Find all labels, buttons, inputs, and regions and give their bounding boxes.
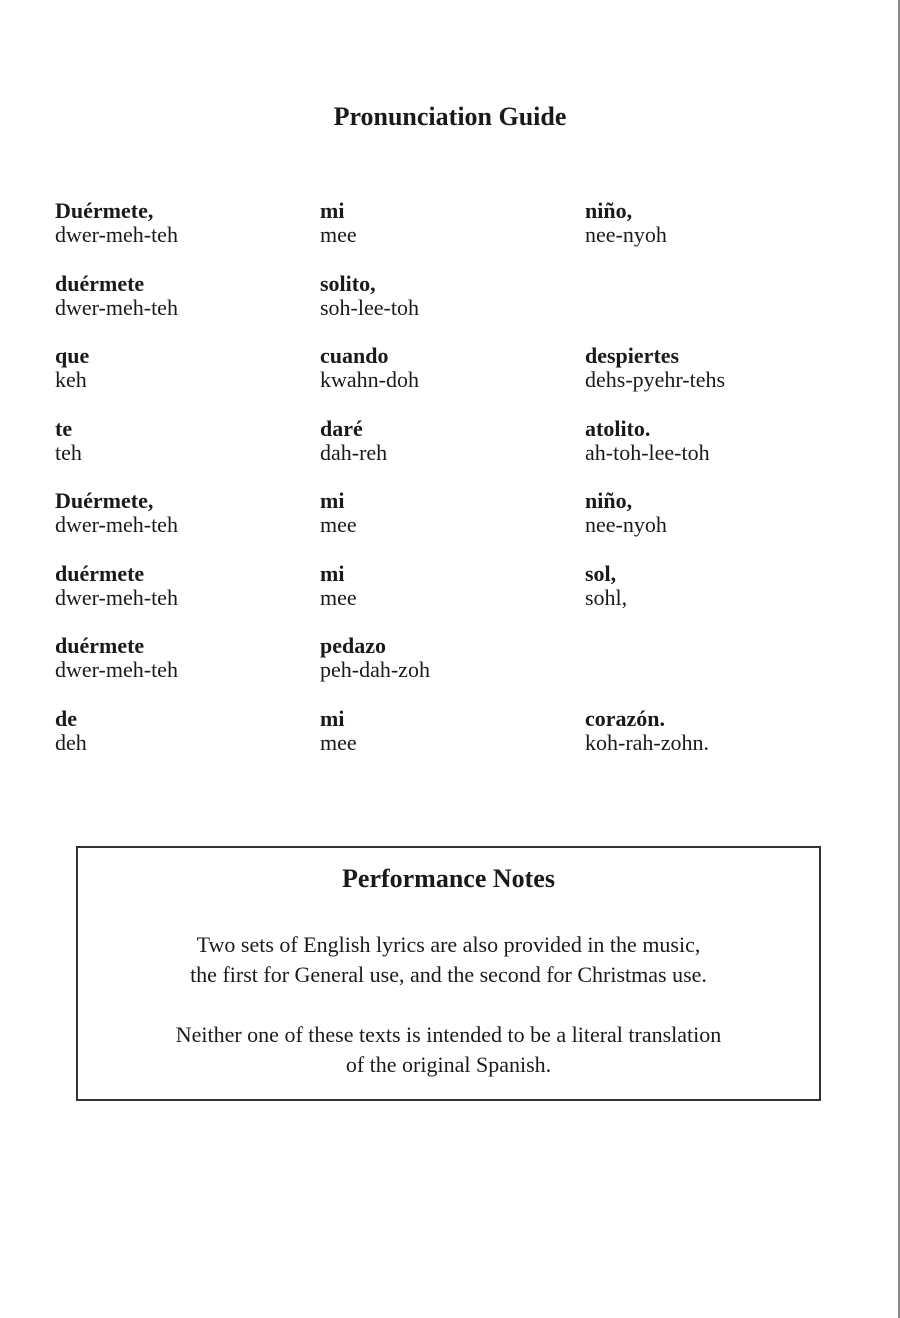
guide-cell xyxy=(55,198,320,271)
pronunciation: dwer-meh-teh xyxy=(55,584,178,610)
guide-cell xyxy=(585,488,850,561)
pronunciation xyxy=(585,658,850,682)
spanish-word: niño, xyxy=(585,488,633,513)
pronunciation: dwer-meh-teh xyxy=(55,657,178,682)
spanish-word: cuando xyxy=(320,343,389,368)
guide-cell xyxy=(585,343,850,416)
guide-row xyxy=(55,488,875,561)
guide-cell xyxy=(585,198,850,271)
guide-row xyxy=(55,416,875,489)
guide-cell xyxy=(55,488,320,561)
guide-cell xyxy=(585,561,850,634)
guide-cell xyxy=(320,561,585,634)
guide-row xyxy=(55,561,875,634)
guide-cell xyxy=(55,416,320,489)
notes-line: of the original Spanish. xyxy=(345,1052,552,1077)
pronunciation: keh xyxy=(55,367,87,392)
spanish-word: niño, xyxy=(585,198,633,223)
spanish-word: sol, xyxy=(585,560,617,586)
guide-cell xyxy=(55,271,320,344)
pronunciation: nee-nyoh xyxy=(585,222,667,247)
guide-row xyxy=(55,198,875,271)
pronunciation: peh-dah-zoh xyxy=(320,657,430,682)
spanish-word: atolito. xyxy=(585,415,651,441)
spanish-word: Duérmete, xyxy=(55,198,154,223)
notes-line: the first for General use, and the second for Christmas use. xyxy=(190,962,707,987)
guide-row xyxy=(55,271,875,344)
spanish-word: que xyxy=(55,343,90,368)
spanish-word xyxy=(585,271,850,296)
notes-line: Two sets of English lyrics are also provided in the music, xyxy=(196,932,701,957)
guide-cell xyxy=(55,561,320,634)
performance-notes-box xyxy=(76,846,821,1101)
spanish-word: mi xyxy=(320,705,345,731)
pronunciation xyxy=(585,296,850,320)
pronunciation: teh xyxy=(55,439,82,465)
pronunciation: mee xyxy=(320,222,357,247)
pronunciation: soh-lee-toh xyxy=(320,294,419,320)
guide-cell xyxy=(320,416,585,489)
guide-cell xyxy=(585,633,850,706)
guide-cell xyxy=(320,488,585,561)
spanish-word: mi xyxy=(320,488,345,513)
notes-line: Neither one of these texts is intended to be a literal translation xyxy=(175,1022,722,1047)
pronunciation: sohl, xyxy=(585,584,628,610)
guide-cell xyxy=(55,706,320,779)
guide-row xyxy=(55,706,875,779)
spanish-word: solito, xyxy=(320,270,376,296)
spanish-word: duérmete xyxy=(55,560,145,586)
pronunciation: koh-rah-zohn. xyxy=(585,729,710,755)
pronunciation: deh xyxy=(55,729,87,755)
pronunciation: dwer-meh-teh xyxy=(55,512,178,537)
guide-cell xyxy=(320,343,585,416)
spanish-word: duérmete xyxy=(55,633,145,658)
spanish-word: mi xyxy=(320,560,345,586)
guide-cell xyxy=(585,416,850,489)
spanish-word: pedazo xyxy=(320,633,386,658)
guide-cell xyxy=(320,633,585,706)
spanish-word: de xyxy=(55,705,77,731)
pronunciation: dwer-meh-teh xyxy=(55,222,178,247)
pronunciation: mee xyxy=(320,584,357,610)
guide-cell xyxy=(320,706,585,779)
guide-cell xyxy=(585,271,850,344)
pronunciation: nee-nyoh xyxy=(585,512,667,537)
guide-cell xyxy=(320,198,585,271)
pronunciation: mee xyxy=(320,729,357,755)
pronunciation-guide xyxy=(55,198,875,778)
page-title: Pronunciation Guide xyxy=(333,102,567,131)
spanish-word: duérmete xyxy=(55,270,145,296)
performance-notes-title: Performance Notes xyxy=(342,864,555,893)
spanish-word: daré xyxy=(320,415,363,441)
pronunciation: kwahn-doh xyxy=(320,367,419,392)
guide-cell xyxy=(55,343,320,416)
spanish-word: despiertes xyxy=(585,343,680,368)
guide-cell xyxy=(320,271,585,344)
guide-row xyxy=(55,633,875,706)
performance-notes-paragraph xyxy=(78,1020,819,1080)
pronunciation: ah-toh-lee-toh xyxy=(585,439,710,465)
spanish-word: corazón. xyxy=(585,705,666,731)
spanish-word: Duérmete, xyxy=(55,488,154,513)
pronunciation: dehs-pyehr-tehs xyxy=(585,367,726,392)
pronunciation: dah-reh xyxy=(320,439,388,465)
spanish-word: te xyxy=(55,415,73,441)
guide-row xyxy=(55,343,875,416)
pronunciation: mee xyxy=(320,512,357,537)
spanish-word: mi xyxy=(320,198,345,223)
pronunciation: dwer-meh-teh xyxy=(55,294,178,320)
guide-cell xyxy=(585,706,850,779)
spanish-word xyxy=(585,633,850,658)
guide-cell xyxy=(55,633,320,706)
performance-notes-paragraph xyxy=(78,930,819,990)
